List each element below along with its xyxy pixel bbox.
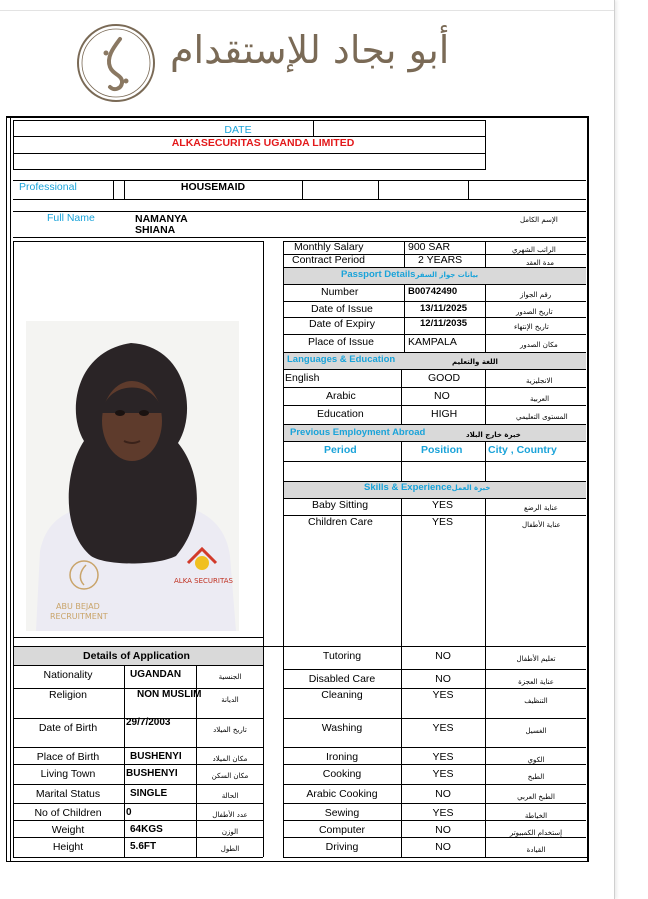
col-position: Position bbox=[421, 444, 463, 456]
professional-value: HOUSEMAID bbox=[180, 181, 246, 193]
employment-title: Previous Employment Abroad bbox=[290, 427, 426, 438]
salary-value: 900 SAR bbox=[408, 241, 451, 253]
shirt-logo-text-1: ABU BEJAD bbox=[56, 602, 100, 611]
issue-date-ar: تاريخ الصدور bbox=[516, 308, 553, 316]
issue-date-label: Date of Issue bbox=[311, 303, 373, 315]
children-care-label: Children Care bbox=[308, 516, 373, 528]
candidate-photo bbox=[26, 321, 239, 631]
skill-row-ar: الطبخ العربي bbox=[517, 793, 555, 801]
frame-right bbox=[587, 116, 589, 862]
logo-emblem bbox=[76, 23, 156, 103]
salary-label: Monthly Salary bbox=[294, 241, 364, 253]
issue-place-ar: مكان الصدور bbox=[520, 341, 558, 349]
baby-sitting-label: Baby Sitting bbox=[312, 499, 369, 511]
skill-row-label: Driving bbox=[325, 841, 359, 853]
education-label: Education bbox=[317, 408, 364, 420]
skill-row-value: YES bbox=[432, 689, 454, 701]
skill-row-label: Arabic Cooking bbox=[306, 788, 378, 800]
professional-label: Professional bbox=[19, 181, 77, 193]
app-row-ar: الوزن bbox=[221, 828, 239, 836]
skill-row-ar: عناية العجزة bbox=[518, 678, 554, 686]
skill-row-label: Washing bbox=[321, 722, 363, 734]
col-period: Period bbox=[324, 444, 357, 456]
app-row-value: BUSHENYI bbox=[130, 751, 182, 762]
app-row-label: Place of Birth bbox=[36, 751, 100, 763]
issue-place-value: KAMPALA bbox=[408, 336, 457, 348]
skill-row-value: NO bbox=[435, 824, 451, 836]
app-row-value: 5.6FT bbox=[130, 841, 157, 852]
app-row-ar: مكان السكن bbox=[211, 772, 249, 780]
children-care-ar: عناية الأطفال bbox=[522, 521, 561, 529]
arabic-value: NO bbox=[434, 390, 450, 402]
passport-title: Passport Detailsبيانات جواز السفر bbox=[341, 269, 479, 280]
salary-ar: الراتب الشهري bbox=[512, 246, 556, 254]
languages-title: Languages & Education bbox=[287, 354, 396, 365]
skill-row-value: NO bbox=[435, 673, 451, 685]
frame-top bbox=[6, 116, 588, 118]
skill-row-label: Cleaning bbox=[321, 689, 363, 701]
page-top-edge bbox=[0, 10, 614, 11]
skill-row-ar: القيادة bbox=[526, 846, 546, 854]
skill-row-label: Disabled Care bbox=[308, 673, 376, 685]
app-row-value: 29/7/2003 bbox=[126, 717, 171, 728]
arabic-ar: العربية bbox=[530, 395, 550, 403]
education-value: HIGH bbox=[431, 408, 458, 420]
skill-row-ar: الخياطة bbox=[524, 812, 548, 820]
app-row-label: Weight bbox=[51, 824, 85, 836]
app-row-ar: الحالة bbox=[221, 792, 239, 800]
app-row-label: No of Children bbox=[34, 807, 102, 819]
app-row-value: SINGLE bbox=[130, 788, 168, 799]
skill-row-ar: التنظيف bbox=[524, 697, 548, 705]
passport-number-label: Number bbox=[321, 286, 359, 298]
app-row-label: Date of Birth bbox=[38, 722, 98, 734]
skill-row-value: YES bbox=[432, 768, 454, 780]
app-row-label: Marital Status bbox=[35, 788, 101, 800]
skill-row-value: YES bbox=[432, 722, 454, 734]
app-row-ar: تاريخ الميلاد bbox=[213, 726, 247, 734]
skill-row-value: YES bbox=[432, 751, 454, 763]
full-name-ar: الإسم الكامل bbox=[520, 216, 558, 224]
english-label: English bbox=[285, 372, 320, 384]
skill-row-value: NO bbox=[435, 650, 451, 662]
baby-sitting-ar: عناية الرضع bbox=[524, 504, 558, 512]
issue-place-label: Place of Issue bbox=[308, 336, 374, 348]
app-row-label: Living Town bbox=[40, 768, 96, 780]
company-name: ALKASECURITAS UGANDA LIMITED bbox=[171, 137, 355, 149]
app-row-label: Height bbox=[52, 841, 84, 853]
skills-title: Skills & Experienceخبرة العمل bbox=[364, 482, 491, 493]
frame-left bbox=[6, 116, 7, 862]
app-row-value: UGANDAN bbox=[130, 669, 182, 680]
app-row-value: BUSHENYI bbox=[126, 768, 178, 779]
baby-sitting-value: YES bbox=[432, 499, 454, 511]
skill-row-label: Computer bbox=[318, 824, 366, 836]
arabic-label: Arabic bbox=[326, 390, 356, 402]
passport-number-ar: رقم الجواز bbox=[520, 291, 552, 299]
expiry-date-value: 12/11/2035 bbox=[420, 318, 468, 329]
english-ar: الانجليزية bbox=[526, 377, 553, 385]
frame-left-inner bbox=[10, 118, 11, 862]
app-row-label: Religion bbox=[49, 689, 87, 701]
app-row-value: NON MUSLIM bbox=[137, 689, 202, 700]
app-row-value: 64KGS bbox=[130, 824, 163, 835]
date-label: DATE bbox=[224, 124, 252, 136]
skill-row-label: Ironing bbox=[325, 751, 359, 763]
skill-row-value: NO bbox=[435, 841, 451, 853]
full-name-label: Full Name bbox=[47, 212, 95, 224]
contract-ar: مدة العقد bbox=[526, 259, 554, 267]
skill-row-label: Sewing bbox=[324, 807, 360, 819]
skill-row-label: Tutoring bbox=[322, 650, 362, 662]
employment-title-ar: خبرة خارج البلاد bbox=[466, 431, 521, 439]
skill-row-ar: الطبخ bbox=[527, 773, 545, 781]
app-row-ar: الديانة bbox=[221, 696, 239, 704]
skill-row-ar: الكوي bbox=[527, 756, 545, 764]
languages-title-ar: اللغة والتعليم bbox=[452, 358, 498, 366]
skill-row-ar: الغسيل bbox=[525, 727, 547, 735]
full-name-line1: NAMANYA bbox=[135, 213, 188, 225]
skill-row-ar: تعليم الأطفال bbox=[516, 655, 556, 663]
children-care-value: YES bbox=[432, 516, 454, 528]
contract-label: Contract Period bbox=[292, 254, 365, 266]
full-name-line2: SHIANA bbox=[135, 224, 176, 236]
skill-row-value: YES bbox=[432, 807, 454, 819]
logo-arabic-text: أبو بجاد للإستقدام bbox=[170, 28, 450, 72]
app-row-label: Nationality bbox=[43, 669, 93, 681]
skill-row-ar: إستخدام الكمبيوتر bbox=[509, 829, 563, 837]
expiry-date-label: Date of Expiry bbox=[309, 318, 375, 330]
app-row-value: 0 bbox=[126, 807, 132, 818]
col-country: City , Country bbox=[488, 444, 557, 456]
contract-value: 2 YEARS bbox=[418, 254, 463, 266]
app-row-ar: الجنسية bbox=[218, 673, 242, 681]
shirt-logo-text-2: RECRUITMENT bbox=[50, 612, 108, 621]
issue-date-value: 13/11/2025 bbox=[420, 303, 468, 314]
english-value: GOOD bbox=[428, 372, 461, 384]
skill-row-label: Cooking bbox=[322, 768, 362, 780]
education-ar: المستوى التعليمي bbox=[516, 413, 568, 421]
passport-number-value: B00742490 bbox=[408, 286, 458, 297]
expiry-date-ar: تاريخ الإنتهاء bbox=[514, 323, 549, 331]
shirt-badge-text: ALKA SECURITAS bbox=[174, 577, 233, 585]
app-row-ar: مكان الميلاد bbox=[212, 755, 248, 763]
app-row-ar: عدد الأطفال bbox=[212, 811, 248, 819]
skill-row-value: NO bbox=[435, 788, 451, 800]
application-title: Details of Application bbox=[83, 650, 190, 662]
app-row-ar: الطول bbox=[220, 845, 240, 853]
